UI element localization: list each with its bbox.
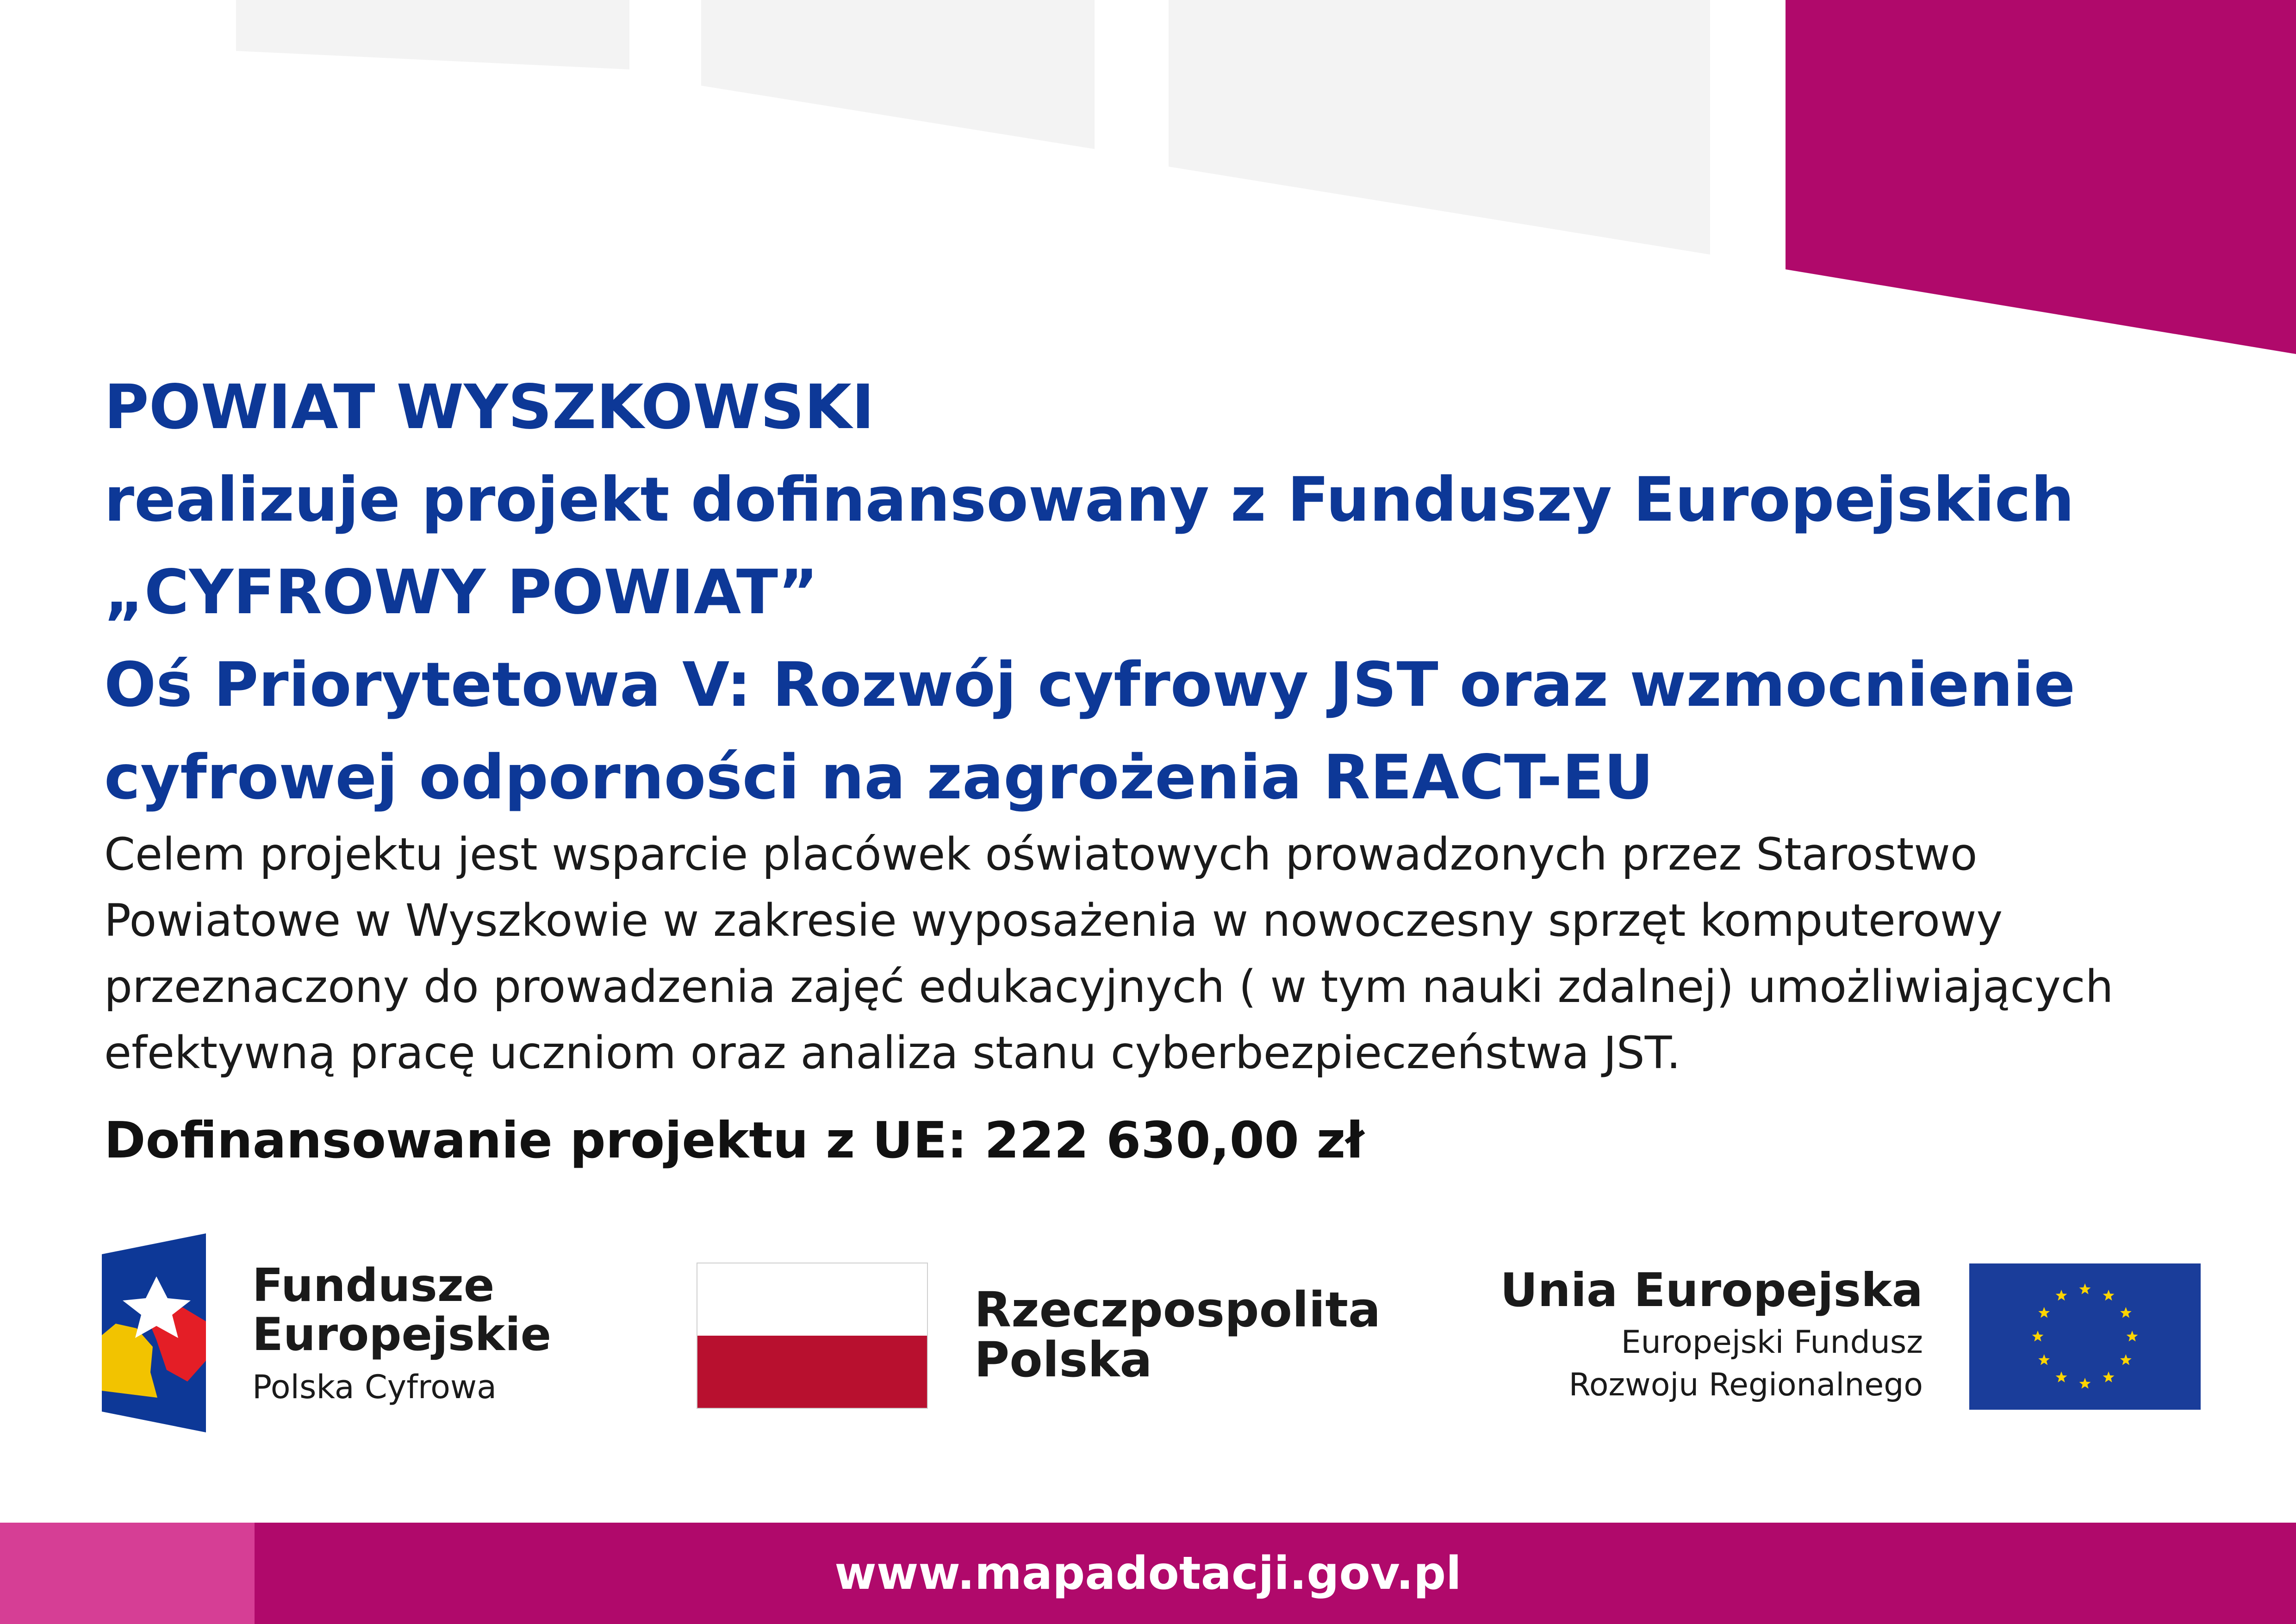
grey-shape-3 [1169, 0, 1710, 255]
ue-fund-line1: Europejski Fundusz [1621, 1324, 1923, 1361]
grey-shape-1 [236, 0, 629, 69]
description-line: Celem projektu jest wsparcie placówek oświatowych prowadzonych przez Starostwo [104, 828, 1978, 880]
unia-europejska-logo [1500, 1259, 2201, 1412]
description-line: przeznaczony do prowadzenia zajęć edukacyjnych ( w tym nauki zdalnej) umożliwiających [104, 961, 2114, 1013]
flag-red-stripe [697, 1336, 927, 1408]
decorative-background-shapes [0, 0, 2296, 361]
rzeczpospolita-text [974, 1282, 1381, 1388]
fe-name-line1: Fundusze [252, 1259, 495, 1312]
fundusze-europejskie-text [252, 1261, 551, 1415]
footer-url-link[interactable]: www.mapadotacji.gov.pl [834, 1547, 1462, 1600]
fundusze-europejskie-icon [102, 1233, 208, 1432]
magenta-corner-shape [1786, 0, 2296, 354]
footer-bar [0, 1523, 2296, 1624]
fundusze-europejskie-logo [102, 1233, 588, 1432]
ue-name: Unia Europejska [1500, 1263, 1923, 1317]
description-line: Powiatowe w Wyszkowie w zakresie wyposażenia w nowoczesny sprzęt komputerowy [104, 895, 2003, 946]
rzeczpospolita-polska-logo [697, 1263, 1391, 1411]
polish-flag-icon [697, 1263, 928, 1409]
description-line: efektywną pracę uczniom oraz analiza stanu cyberbezpieczeństwa JST. [104, 1027, 1681, 1079]
heading-line: Oś Priorytetowa V: Rozwój cyfrowy JST oraz wzmocnienie [104, 649, 2075, 721]
rp-line2: Polska [974, 1332, 1152, 1388]
heading-line: cyfrowej odporności na zagrożenia REACT-EU [104, 742, 1654, 813]
unia-europejska-text [1500, 1259, 1923, 1406]
heading-line: „CYFROWY POWIAT” [104, 557, 818, 628]
fe-program-name: Polska Cyfrowa [252, 1368, 497, 1406]
rp-line1: Rzeczpospolita [974, 1282, 1381, 1338]
project-description [104, 821, 2215, 1086]
project-heading [104, 361, 2210, 824]
ue-fund-line2: Rozwoju Regionalnego [1568, 1367, 1923, 1403]
heading-line: realizuje projekt dofinansowany z Funduszy Europejskich [104, 464, 2075, 535]
heading-line: POWIAT WYSZKOWSKI [104, 372, 875, 443]
funding-amount: Dofinansowanie projektu z UE: 222 630,00 zł [104, 1112, 1364, 1170]
eu-flag-icon [1969, 1263, 2201, 1410]
fe-name-line2: Europejskie [252, 1308, 552, 1361]
grey-shape-2 [701, 0, 1095, 149]
